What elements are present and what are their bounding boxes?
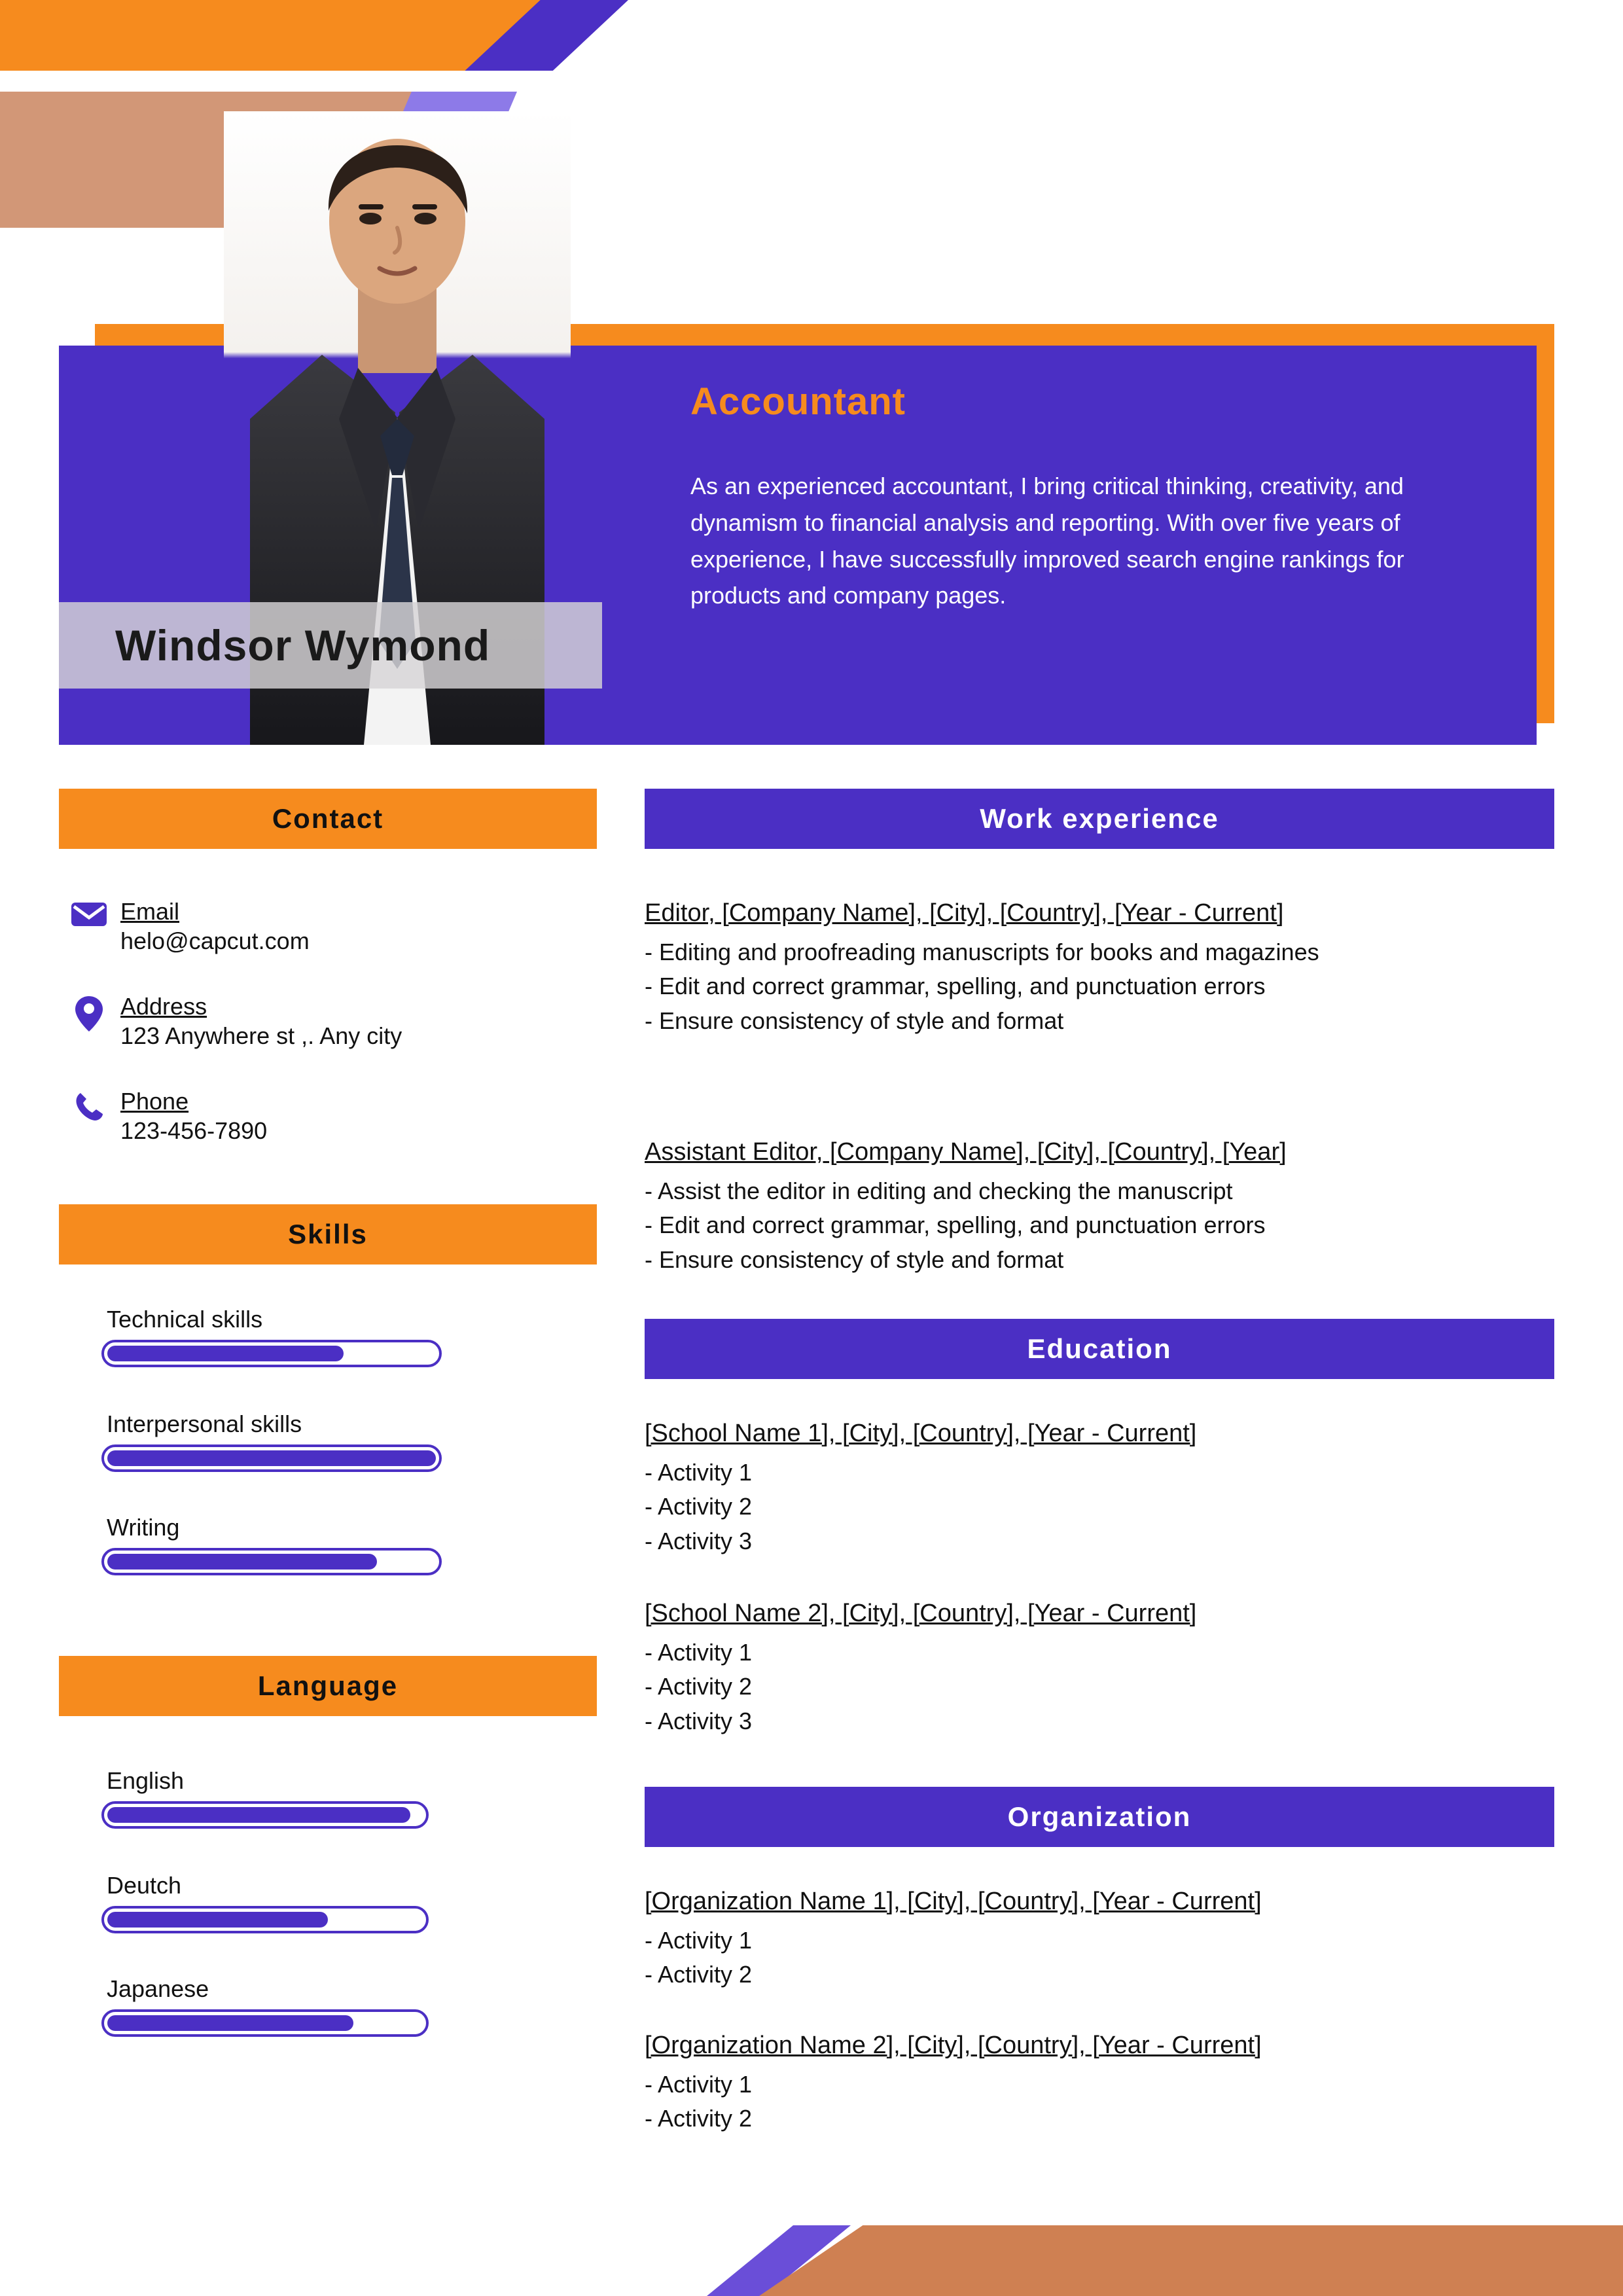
organization-entry-title: [Organization Name 1], [City], [Country], [Year - Current] xyxy=(645,1888,1262,1915)
skill-item-technical xyxy=(101,1306,442,1367)
education-entry-2 xyxy=(645,1597,1554,1738)
education-entry-line: - Activity 3 xyxy=(645,1527,753,1554)
language-item-japanese xyxy=(101,1975,429,2037)
profile-summary: As an experienced accountant, I bring critical thinking, creativity, and dynamism to financial analysis and reporting. With over five years of experience, I have successfully improved search engine rankings for products and company pages. xyxy=(690,473,1404,609)
education-entry-line: - Activity 2 xyxy=(645,1673,753,1700)
work-entry-line: - Assist the editor in editing and checking the manuscript xyxy=(645,1177,1233,1205)
section-header-organization: Organization xyxy=(645,1787,1554,1847)
language-bar-track xyxy=(101,1906,429,1933)
work-entry-title: Assistant Editor, [Company Name], [City], [Country], [Year] xyxy=(645,1138,1287,1166)
section-header-language: Language xyxy=(59,1656,597,1716)
education-entry-1 xyxy=(645,1417,1554,1558)
phone-icon xyxy=(65,1086,113,1123)
education-entry-line: - Activity 2 xyxy=(645,1493,753,1520)
work-entry-line: - Edit and correct grammar, spelling, and punctuation errors xyxy=(645,1211,1266,1239)
name-plate xyxy=(59,602,602,689)
language-item-english xyxy=(101,1767,429,1829)
language-bar-fill xyxy=(107,2015,353,2031)
section-header-education: Education xyxy=(645,1319,1554,1379)
skill-bar-track xyxy=(101,1548,442,1575)
organization-entry-line: - Activity 2 xyxy=(645,2105,753,2132)
work-entry-2 xyxy=(645,1136,1554,1277)
location-pin-icon xyxy=(65,992,113,1032)
contact-label-address: Address xyxy=(120,993,207,1020)
organization-entry-line: - Activity 1 xyxy=(645,2071,753,2098)
language-bar-fill xyxy=(107,1807,410,1823)
candidate-name: Windsor Wymond xyxy=(115,621,491,670)
organization-entry-title: [Organization Name 2], [City], [Country], [Year - Current] xyxy=(645,2032,1262,2059)
section-header-contact: Contact xyxy=(59,789,597,849)
work-entry-line: - Editing and proofreading manuscripts for books and magazines xyxy=(645,939,1319,966)
organization-entry-line: - Activity 1 xyxy=(645,1927,753,1954)
section-header-skills: Skills xyxy=(59,1204,597,1265)
organization-entry-1 xyxy=(645,1885,1554,1992)
language-item-deutch xyxy=(101,1872,429,1933)
work-entry-line: - Edit and correct grammar, spelling, and punctuation errors xyxy=(645,973,1266,1000)
skill-label: Interpersonal skills xyxy=(107,1410,302,1437)
skill-item-interpersonal xyxy=(101,1410,442,1472)
language-label: Deutch xyxy=(107,1872,182,1899)
work-entry-1 xyxy=(645,897,1554,1038)
skill-bar-fill xyxy=(107,1450,436,1466)
contact-label-email: Email xyxy=(120,898,180,925)
contact-value-email: helo@capcut.com xyxy=(120,927,310,954)
contact-value-phone: 123-456-7890 xyxy=(120,1117,268,1144)
email-icon xyxy=(65,897,113,928)
language-label: English xyxy=(107,1767,185,1794)
education-entry-title: [School Name 1], [City], [Country], [Year - Current] xyxy=(645,1420,1197,1447)
contact-label-phone: Phone xyxy=(120,1088,189,1115)
skill-bar-fill xyxy=(107,1346,344,1361)
organization-entry-line: - Activity 2 xyxy=(645,1961,753,1988)
contact-value-address: 123 Anywhere st ,. Any city xyxy=(120,1022,402,1049)
contact-item-email[interactable] xyxy=(65,897,589,957)
job-title: Accountant xyxy=(690,380,906,423)
bottom-right-orange-shape xyxy=(759,2225,1623,2296)
organization-entry-2 xyxy=(645,2029,1554,2136)
work-entry-line: - Ensure consistency of style and format xyxy=(645,1246,1064,1273)
education-entry-line: - Activity 3 xyxy=(645,1707,753,1734)
section-header-work-experience: Work experience xyxy=(645,789,1554,849)
work-entry-line: - Ensure consistency of style and format xyxy=(645,1007,1064,1034)
skill-bar-fill xyxy=(107,1554,377,1570)
education-entry-line: - Activity 1 xyxy=(645,1639,753,1666)
skill-bar-track xyxy=(101,1444,442,1472)
skill-label: Writing xyxy=(107,1514,180,1541)
work-entry-title: Editor, [Company Name], [City], [Country], [Year - Current] xyxy=(645,899,1284,927)
education-entry-line: - Activity 1 xyxy=(645,1459,753,1486)
contact-item-address[interactable] xyxy=(65,992,589,1052)
language-bar-track xyxy=(101,2009,429,2037)
language-label: Japanese xyxy=(107,1975,209,2002)
education-entry-title: [School Name 2], [City], [Country], [Year - Current] xyxy=(645,1600,1197,1627)
language-bar-track xyxy=(101,1801,429,1829)
skill-item-writing xyxy=(101,1514,442,1575)
language-bar-fill xyxy=(107,1912,328,1928)
skill-label: Technical skills xyxy=(107,1306,263,1333)
contact-item-phone[interactable] xyxy=(65,1086,589,1147)
skill-bar-track xyxy=(101,1340,442,1367)
